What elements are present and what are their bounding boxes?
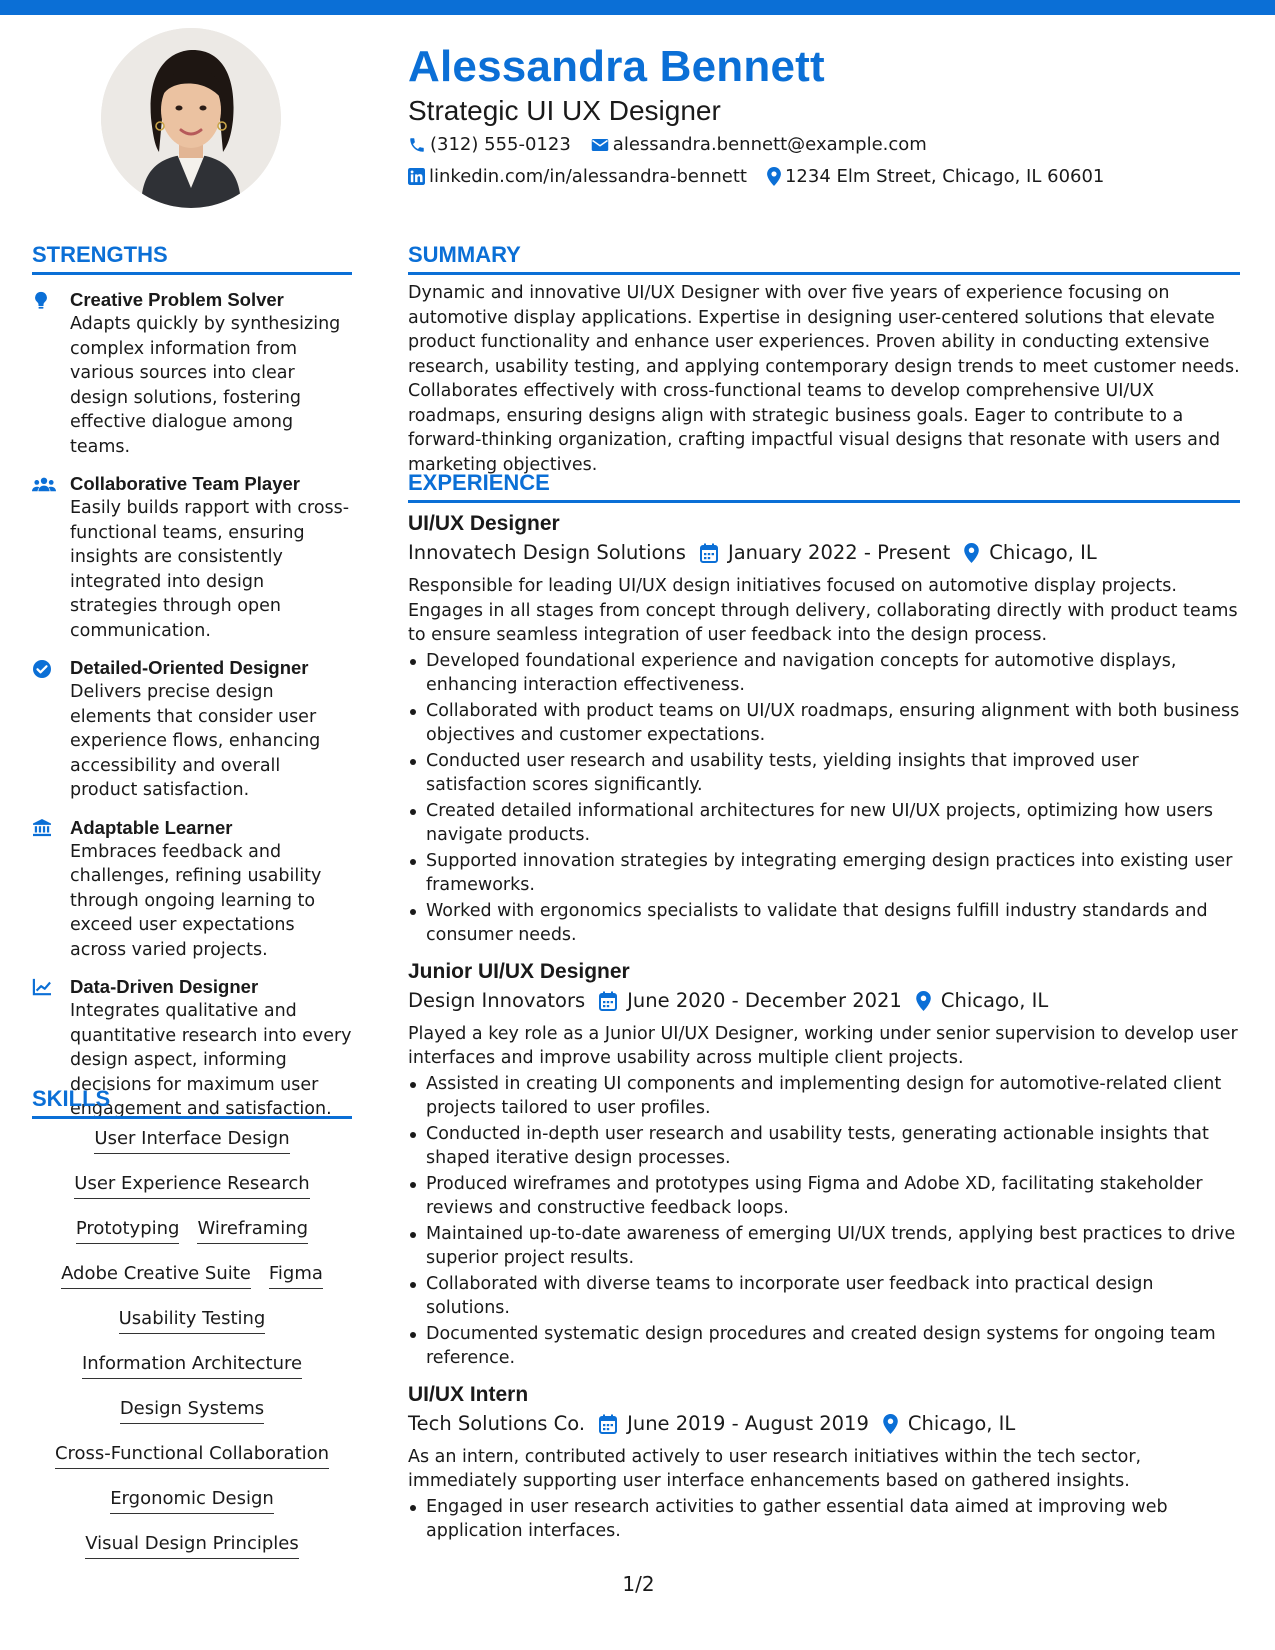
- candidate-title: Strategic UI UX Designer: [408, 95, 721, 126]
- strength-title: Creative Problem Solver: [70, 289, 284, 310]
- users-icon: [32, 472, 70, 643]
- job-description: Responsible for leading UI/UX design initiatives focused on automotive display projects. Engages in all stages from concept through delivery, collaborating directly with product teams to ensure seamless integration of user feedback into the design process.: [408, 576, 1238, 645]
- job-location: [916, 986, 1048, 1016]
- skill-tag: User Experience Research: [74, 1173, 309, 1199]
- bullet-item: Produced wireframes and prototypes using Figma and Adobe XD, facilitating stakeholder reviews and constructive feedback loops.: [408, 1172, 1240, 1221]
- skill-tag: Cross-Functional Collaboration: [55, 1443, 329, 1469]
- job-title: Junior UI/UX Designer: [408, 959, 630, 983]
- strength-title: Detailed-Oriented Designer: [70, 657, 309, 678]
- skill-tag: Adobe Creative Suite: [61, 1263, 251, 1289]
- skill-tag: Visual Design Principles: [85, 1533, 298, 1559]
- skill-tag: Wireframing: [197, 1218, 308, 1244]
- job-dates: [599, 986, 902, 1016]
- institution-icon: [32, 816, 70, 963]
- linkedin-icon: [408, 168, 425, 185]
- job-location-text: Chicago, IL: [907, 1411, 1016, 1435]
- strength-desc: Integrates qualitative and quantitative research into every design aspect, informing decisions for maximum user engagement and satisfaction.: [70, 1001, 352, 1119]
- job-dates-text: June 2019 - August 2019: [627, 1411, 869, 1435]
- skill-tag: Prototyping: [76, 1218, 180, 1244]
- strength-item: [32, 656, 352, 803]
- location-pin-icon: [767, 167, 781, 186]
- skill-tag: Figma: [269, 1263, 323, 1289]
- skill-row: [32, 1488, 352, 1533]
- skill-row: [32, 1263, 352, 1308]
- job-location-text: Chicago, IL: [940, 988, 1049, 1012]
- strength-desc: Easily builds rapport with cross-functional teams, ensuring insights are consistently integrated into design strategies through open communication.: [70, 498, 350, 641]
- experience-heading: EXPERIENCE: [408, 470, 1240, 503]
- strength-item: [32, 472, 352, 643]
- job-dates-text: January 2022 - Present: [727, 541, 951, 564]
- job-meta: [408, 1409, 1240, 1439]
- skill-row: [32, 1353, 352, 1398]
- email-contact[interactable]: [591, 134, 927, 155]
- bullet-item: Maintained up-to-date awareness of emerging UI/UX trends, applying best practices to drive superior project results.: [408, 1222, 1240, 1271]
- job-description: As an intern, contributed actively to user research initiatives within the tech sector, immediately supporting user interface enhancements based on gathered insights.: [408, 1446, 1142, 1491]
- bullet-item: Collaborated with diverse teams to incorporate user feedback into practical design solutions.: [408, 1272, 1240, 1321]
- strength-desc: Adapts quickly by synthesizing complex information from various sources into clear design solutions, fostering effective dialogue among teams.: [70, 314, 341, 457]
- experience-list: [408, 510, 1240, 1554]
- bullet-item: Worked with ergonomics specialists to validate that designs fulfill industry standards and consumer needs.: [408, 899, 1240, 948]
- skill-row: [32, 1443, 352, 1488]
- phone-text: (312) 555-0123: [430, 134, 571, 155]
- skill-tag: Design Systems: [120, 1398, 264, 1424]
- skill-row: [32, 1308, 352, 1353]
- job-entry: [408, 958, 1240, 1371]
- skill-tag: Information Architecture: [82, 1353, 302, 1379]
- job-location: [964, 538, 1096, 568]
- email-text[interactable]: alessandra.bennett@example.com: [612, 134, 927, 155]
- strength-title: Collaborative Team Player: [70, 473, 300, 494]
- page-number: 1/2: [622, 1572, 655, 1596]
- job-bullets: [408, 1495, 1240, 1544]
- job-dates: [700, 538, 950, 568]
- job-entry: [408, 510, 1240, 948]
- bullet-item: Assisted in creating UI components and implementing design for automotive-related client projects tailored to user profiles.: [408, 1072, 1240, 1121]
- bullet-item: Engaged in user research activities to gather essential data aimed at improving web application interfaces.: [408, 1495, 1240, 1544]
- strength-title: Adaptable Learner: [70, 816, 233, 838]
- address-contact: [767, 166, 1104, 187]
- strengths-heading: STRENGTHS: [32, 242, 352, 275]
- skills-list: [32, 1128, 352, 1578]
- skill-row: [32, 1398, 352, 1443]
- strengths-list: [32, 288, 352, 1135]
- bullet-item: Created detailed informational architectures for new UI/UX projects, optimizing how users navigate products.: [408, 799, 1240, 848]
- strength-desc: Delivers precise design elements that consider user experience flows, enhancing accessibility and overall product satisfaction.: [70, 682, 321, 800]
- job-description: Played a key role as a Junior UI/UX Designer, working under senior supervision to develop user interfaces and improve usability across multiple client projects.: [408, 1023, 1238, 1068]
- strength-item: [32, 816, 352, 963]
- profile-photo: [101, 28, 281, 208]
- bullet-item: Conducted in-depth user research and usability tests, generating actionable insights that shaped iterative design processes.: [408, 1122, 1240, 1171]
- job-company: Tech Solutions Co.: [408, 1411, 586, 1435]
- summary-heading: SUMMARY: [408, 242, 1240, 275]
- job-meta: [408, 538, 1240, 568]
- job-meta: [408, 986, 1240, 1016]
- location-pin-icon: [883, 1414, 898, 1434]
- linkedin-text[interactable]: linkedin.com/in/alessandra-bennett: [429, 166, 747, 187]
- candidate-name: Alessandra Bennett: [408, 42, 825, 91]
- job-dates-text: June 2020 - December 2021: [627, 988, 902, 1012]
- calendar-icon: [700, 543, 718, 563]
- linkedin-contact[interactable]: [408, 166, 747, 187]
- bullet-item: Collaborated with product teams on UI/UX roadmaps, ensuring alignment with both business objectives and customer expectations.: [408, 699, 1240, 748]
- job-company: Design Innovators: [408, 988, 586, 1012]
- phone-icon: [408, 136, 426, 154]
- skill-tag: Ergonomic Design: [110, 1488, 274, 1514]
- contact-row-1: [408, 134, 947, 155]
- address-text: 1234 Elm Street, Chicago, IL 60601: [784, 166, 1105, 187]
- job-bullets: [408, 649, 1240, 948]
- calendar-icon: [599, 991, 617, 1011]
- contact-row-2: [408, 166, 1124, 187]
- bullet-item: Documented systematic design procedures and created design systems for ongoing team reference.: [408, 1322, 1240, 1371]
- skills-heading: SKILLS: [32, 1086, 352, 1119]
- strength-title: Data-Driven Designer: [70, 976, 259, 997]
- strength-desc: Embraces feedback and challenges, refining usability through ongoing learning to exceed user expectations across varied projects.: [70, 841, 322, 960]
- lightbulb-icon: [32, 288, 70, 459]
- location-pin-icon: [916, 991, 931, 1011]
- check-circle-icon: [32, 656, 70, 803]
- job-title: UI/UX Intern: [408, 1382, 529, 1406]
- strength-item: [32, 288, 352, 459]
- bullet-item: Supported innovation strategies by integrating emerging design practices into existing user frameworks.: [408, 849, 1240, 898]
- skill-tag: Usability Testing: [119, 1308, 266, 1334]
- job-location: [883, 1409, 1015, 1439]
- bullet-item: Developed foundational experience and navigation concepts for automotive displays, enhancing interaction effectiveness.: [408, 649, 1240, 698]
- job-bullets: [408, 1072, 1240, 1371]
- job-entry: [408, 1381, 1240, 1544]
- phone-contact: [408, 134, 571, 155]
- envelope-icon: [591, 137, 609, 153]
- skill-row: [32, 1128, 352, 1173]
- bullet-item: Conducted user research and usability tests, yielding insights that improved user satisfaction scores significantly.: [408, 749, 1240, 798]
- job-company: Innovatech Design Solutions: [408, 541, 686, 564]
- skill-row: [32, 1218, 352, 1263]
- job-title: UI/UX Designer: [408, 512, 560, 535]
- skill-tag: User Interface Design: [94, 1128, 289, 1154]
- top-accent-bar: [0, 0, 1275, 15]
- job-dates: [599, 1409, 869, 1439]
- location-pin-icon: [964, 543, 979, 563]
- summary-text: Dynamic and innovative UI/UX Designer with over five years of experience focusing on automotive display applications. Expertise in designing user-centered solutions that elevate product functionality and enhance user experiences. Proven ability in conducting extensive research, usability testing, and applying contemporary design trends to meet customer needs. Collaborates effectively with cross-functional teams to develop comprehensive UI/UX roadmaps, ensuring designs align with strategic business goals. Eager to contribute to a forward-thinking organization, crafting impactful visual designs that resonate with users and marketing objectives.: [408, 283, 1240, 475]
- calendar-icon: [599, 1414, 617, 1434]
- skill-row: [32, 1173, 352, 1218]
- job-location-text: Chicago, IL: [989, 541, 1097, 564]
